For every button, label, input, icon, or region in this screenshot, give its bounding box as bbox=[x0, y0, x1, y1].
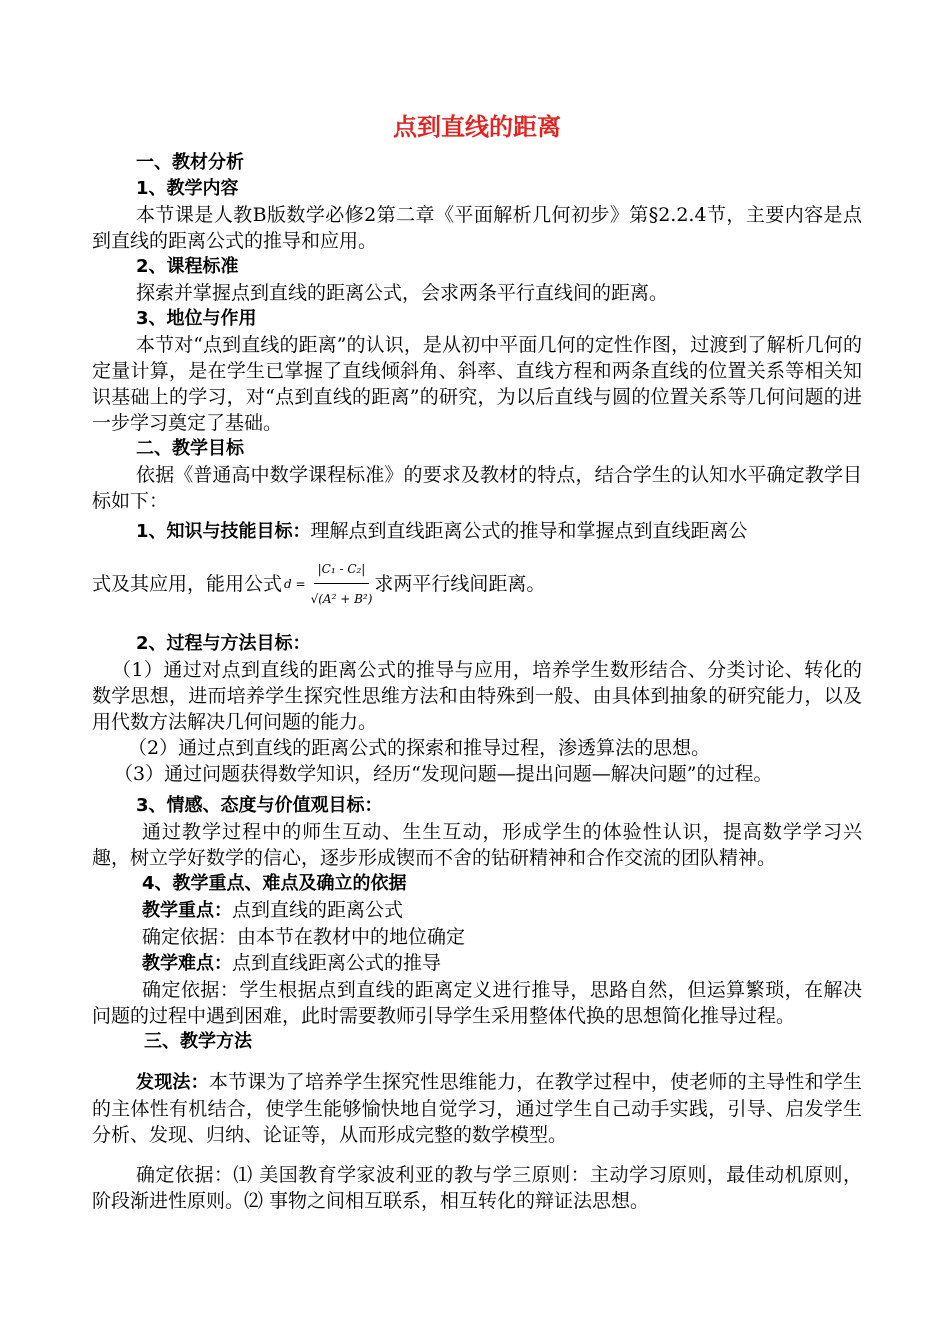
section-heading-goals: 二、教学目标 bbox=[136, 438, 244, 459]
spacer bbox=[92, 1055, 862, 1069]
formula-post-text: 求两平行线间距离。 bbox=[374, 573, 546, 595]
section-heading-methods: 三、教学方法 bbox=[144, 1031, 252, 1052]
goal-knowledge bbox=[92, 518, 862, 545]
goal-emotion-text: 通过教学过程中的师生互动、生生互动，形成学生的体验性认识，提高数学学习兴趣，树立学好数学的信心，逐步形成锲而不舍的钻研精神和合作交流的团队精神。 bbox=[92, 821, 862, 869]
paragraph-standard: 探索并掌握点到直线的距离公式，会求两条平行直线间的距离。 bbox=[136, 282, 669, 304]
paragraph-content: 本节课是人教B版数学必修2第二章《平面解析几何初步》第§2.2.4节，主要内容是点到直线的距离公式的推导和应用。 bbox=[92, 204, 862, 252]
formula-pre-text: 式及其应用，能用公式 bbox=[92, 573, 283, 595]
method-discovery-label: 发现法： bbox=[136, 1072, 209, 1093]
goal-process-item-2: （2）通过点到直线的距离公式的探索和推导过程，渗透算法的思想。 bbox=[128, 737, 711, 759]
goal-process-item-3: （3）通过问题获得数学知识，经历“发现问题—提出问题—解决问题”的过程。 bbox=[114, 763, 773, 785]
paragraph-goals-intro: 依据《普通高中数学课程标准》的要求及教材的特点，结合学生的认知水平确定教学目标如下： bbox=[92, 464, 862, 512]
key-point-text: 点到直线的距离公式 bbox=[232, 899, 404, 921]
goal-knowledge-label: 1、知识与技能目标： bbox=[136, 521, 311, 542]
method-discovery bbox=[92, 1069, 862, 1148]
section-heading-analysis: 一、教材分析 bbox=[136, 152, 244, 173]
goal-knowledge-text: 理解点到直线距离公式的推导和掌握点到直线距离公 bbox=[310, 520, 748, 542]
key-point-basis: 确定依据：由本节在教材中的地位确定 bbox=[142, 926, 466, 948]
difficult-point bbox=[92, 950, 862, 977]
subheading-content: 1、教学内容 bbox=[136, 178, 239, 199]
distance-formula bbox=[284, 556, 372, 612]
key-point-label: 教学重点： bbox=[142, 900, 232, 921]
formula-numerator: |C₁ - C₂| bbox=[314, 556, 370, 584]
formula-line bbox=[92, 559, 862, 609]
key-point bbox=[92, 897, 862, 924]
document-page bbox=[92, 112, 862, 1214]
paragraph-role: 本节对“点到直线的距离”的认识，是从初中平面几何的定性作图，过渡到了解析几何的定量计算，是在学生已掌握了直线倾斜角、斜率、直线方程和两条直线的位置关系等相关知识基础上的学习，对“点到直线的距离”的研究，为以后直线与圆的位置关系等几何问题的进一步学习奠定了基础。 bbox=[92, 334, 862, 434]
formula-fraction bbox=[311, 556, 373, 612]
subheading-standard: 2、课程标准 bbox=[136, 256, 239, 277]
difficult-point-label: 教学难点： bbox=[142, 953, 232, 974]
page-title: 点到直线的距离 bbox=[393, 113, 561, 141]
key-points-label: 4、教学重点、难点及确立的依据 bbox=[142, 873, 407, 894]
subheading-role: 3、地位与作用 bbox=[136, 308, 257, 329]
spacer bbox=[92, 1148, 862, 1162]
goal-process-label: 2、过程与方法目标： bbox=[136, 633, 311, 654]
method-basis: 确定依据：⑴ 美国教育学家波利亚的教与学三原则：主动学习原则，最佳动机原则，阶段渐进性原则。⑵ 事物之间相互联系，相互转化的辩证法思想。 bbox=[92, 1164, 862, 1212]
difficult-point-text: 点到直线距离公式的推导 bbox=[232, 952, 442, 974]
goal-process-item-1: （1）通过对点到直线的距离公式的推导与应用，培养学生数形结合、分类讨论、转化的数学思想，进而培养学生探究性思维方法和由特殊到一般、由具体到抽象的研究能力，以及用代数方法解决几何问题的能力。 bbox=[92, 659, 862, 733]
difficult-point-basis: 确定依据：学生根据点到直线的距离定义进行推导，思路自然，但运算繁琐，在解决问题的过程中遇到困难，此时需要教师引导学生采用整体代换的思想简化推导过程。 bbox=[92, 979, 862, 1027]
formula-denominator: √(A² + B²) bbox=[310, 592, 373, 606]
goal-emotion-label: 3、情感、态度与价值观目标： bbox=[136, 795, 383, 816]
formula-lhs: d = bbox=[284, 577, 306, 591]
method-discovery-text: 本节课为了培养学生探究性思维能力，在教学过程中，使老师的主导性和学生的主体性有机结合，使学生能够愉快地自觉学习，通过学生自己动手实践，引导、启发学生分析、发现、归纳、论证等，从而形成完整的数学模型。 bbox=[92, 1071, 862, 1146]
